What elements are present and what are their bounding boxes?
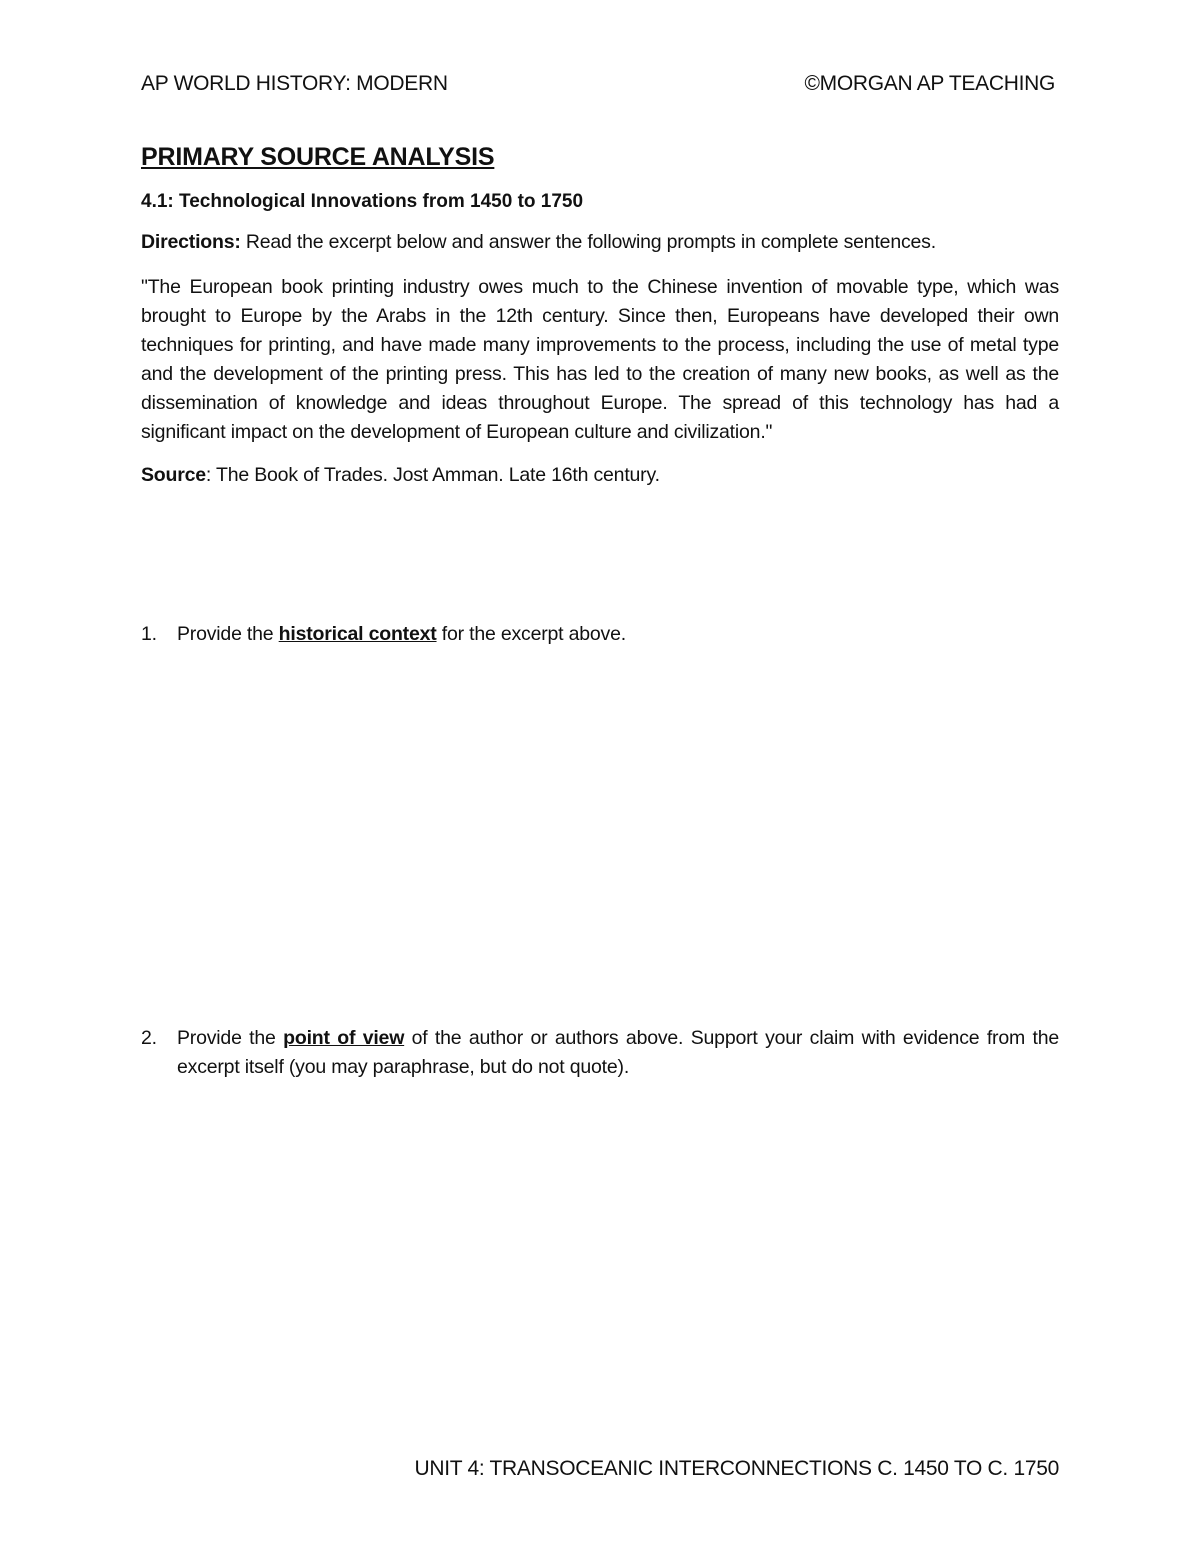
question-prefix: Provide the [177,1027,284,1049]
source-label: Source [141,464,206,486]
header-course-name: AP WORLD HISTORY: MODERN [141,72,448,95]
question-prefix: Provide the [177,623,279,645]
directions-text: Read the excerpt below and answer the following prompts in complete sentences. [240,231,936,253]
question-text [177,620,1059,649]
question-suffix: for the excerpt above. [436,623,626,645]
question-2 [141,1024,1059,1082]
directions-paragraph [141,228,1059,257]
question-number: 1. [141,623,157,645]
question-number: 2. [141,1027,157,1049]
question-1 [141,620,1059,649]
directions-label: Directions: [141,231,241,253]
question-keyword: historical context [278,623,437,645]
footer-unit-title: UNIT 4: TRANSOCEANIC INTERCONNECTIONS C. 1450 TO C. 1750 [414,1457,1059,1480]
question-keyword: point of view [283,1027,405,1049]
question-text [177,1024,1059,1082]
topic-subtitle: 4.1: Technological Innovations from 1450 to 1750 [141,191,584,212]
source-text: : The Book of Trades. Jost Amman. Late 16th century. [205,464,660,486]
worksheet-content [141,142,1059,490]
question-suffix: of the author or authors above. Support your claim with evidence from the excerpt itself (you may paraphrase, but do not quote). [177,1027,1060,1078]
excerpt-paragraph: "The European book printing industry owes much to the Chinese invention of movable type, which was brought to Europe by the Arabs in the 12th century. Since then, Europeans have developed their own techniques for printing, and have made many improvements to the process, including the use of metal type and the development of the printing press. This has led to the creation of many new books, as well as the dissemination of knowledge and ideas throughout Europe. The spread of this technology has had a significant impact on the development of European culture and civilization." [141,276,1059,443]
page-title: PRIMARY SOURCE ANALYSIS [141,143,495,171]
source-citation [141,461,1059,490]
header-copyright: ©MORGAN AP TEACHING [804,72,1055,95]
